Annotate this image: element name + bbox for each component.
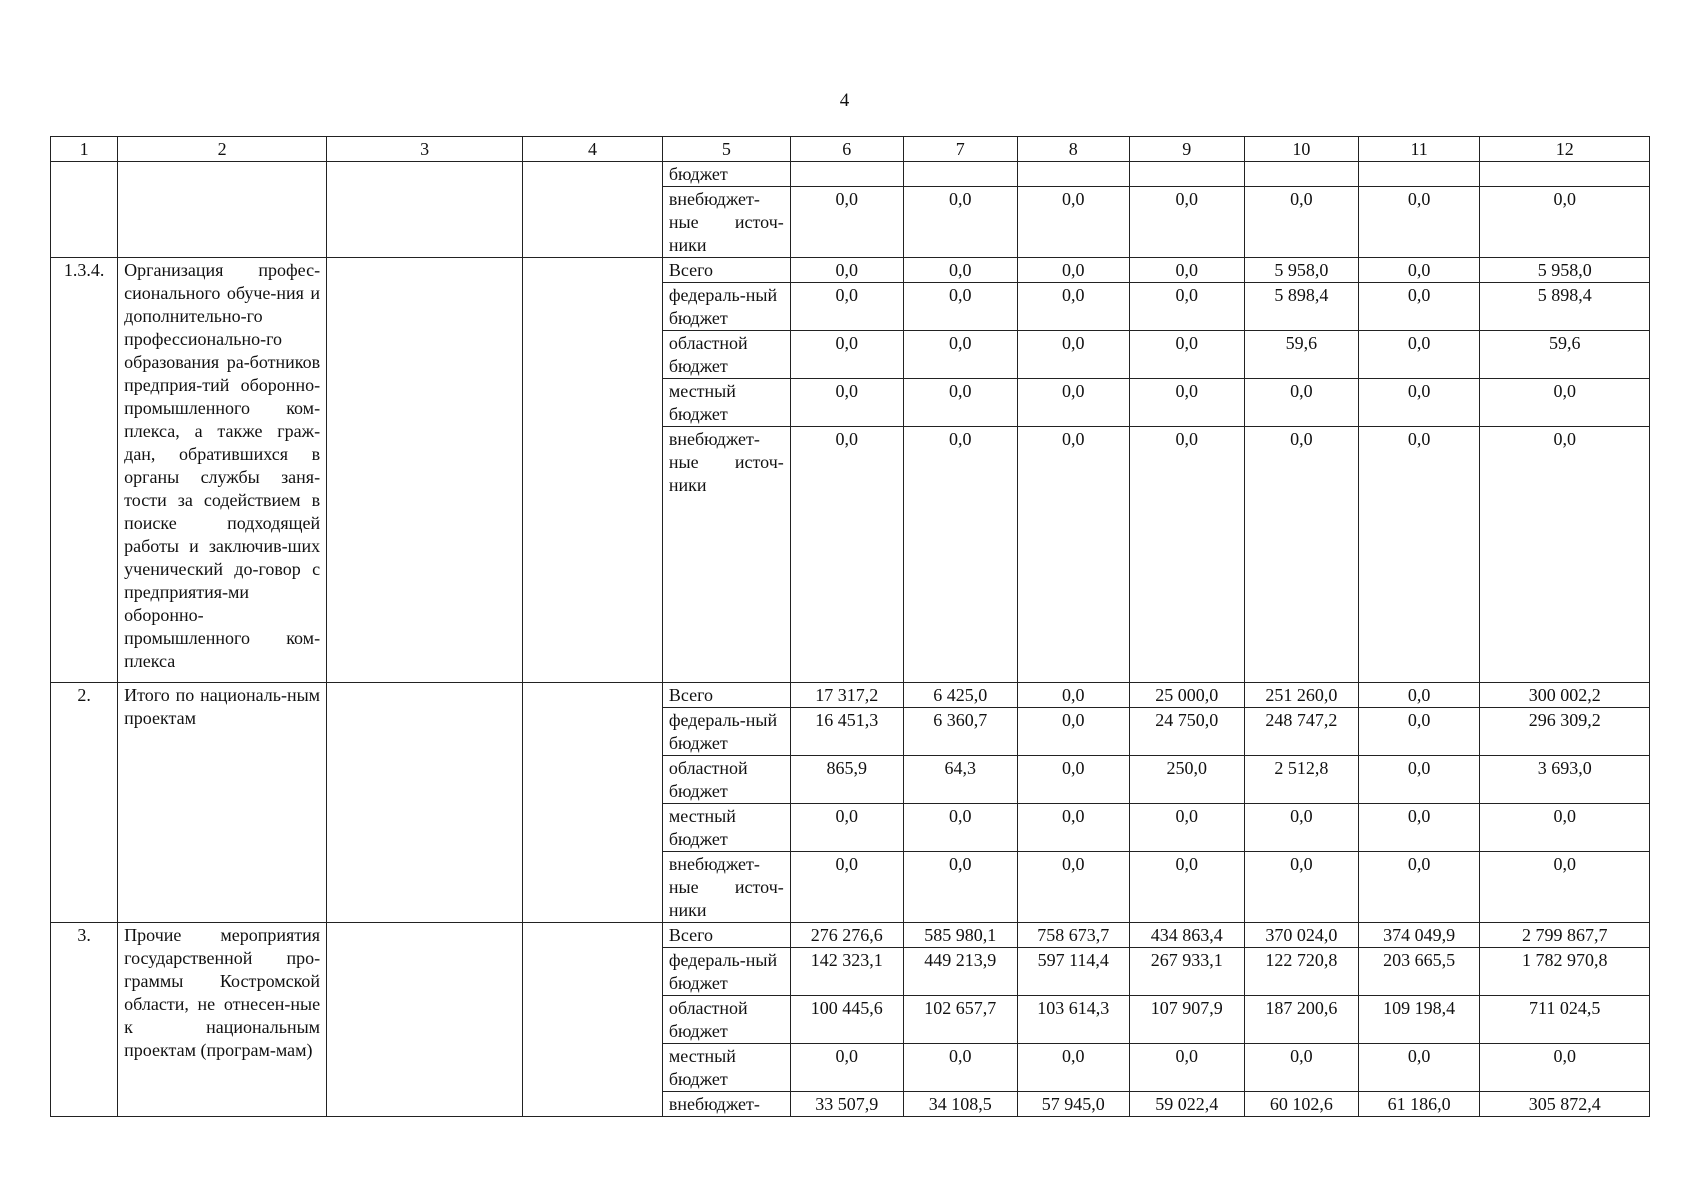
amount-cell: 434 863,4 <box>1129 923 1244 948</box>
amount-cell: 5 898,4 <box>1480 283 1650 331</box>
item-name: Итого по националь-ным проектам <box>118 683 327 923</box>
amount-cell: 0,0 <box>1358 708 1480 756</box>
amount-cell: 61 186,0 <box>1358 1092 1480 1117</box>
column-number: 9 <box>1129 137 1244 162</box>
amount-cell: 64,3 <box>903 756 1017 804</box>
amount-cell: 0,0 <box>1480 852 1650 923</box>
amount-cell: 865,9 <box>790 756 903 804</box>
amount-cell: 0,0 <box>790 283 903 331</box>
amount-cell: 59 022,4 <box>1129 1092 1244 1117</box>
column-number: 11 <box>1358 137 1480 162</box>
amount-cell <box>1129 162 1244 187</box>
amount-cell: 103 614,3 <box>1017 996 1129 1044</box>
amount-cell: 2 799 867,7 <box>1480 923 1650 948</box>
column-number: 1 <box>51 137 118 162</box>
funding-source: бюджет <box>662 162 790 187</box>
funding-source: внебюджет-ные источ-ники <box>662 187 790 258</box>
amount-cell: 24 750,0 <box>1129 708 1244 756</box>
amount-cell: 597 114,4 <box>1017 948 1129 996</box>
column-4-cell <box>523 923 663 1117</box>
amount-cell: 370 024,0 <box>1244 923 1358 948</box>
amount-cell: 122 720,8 <box>1244 948 1358 996</box>
amount-cell: 0,0 <box>1480 1044 1650 1092</box>
column-number: 5 <box>662 137 790 162</box>
item-number <box>51 162 118 258</box>
amount-cell: 34 108,5 <box>903 1092 1017 1117</box>
amount-cell <box>1358 162 1480 187</box>
amount-cell: 0,0 <box>1480 379 1650 427</box>
amount-cell: 0,0 <box>903 187 1017 258</box>
amount-cell: 0,0 <box>1358 852 1480 923</box>
funding-source: местный бюджет <box>662 804 790 852</box>
amount-cell: 187 200,6 <box>1244 996 1358 1044</box>
amount-cell: 0,0 <box>1129 283 1244 331</box>
amount-cell: 0,0 <box>1129 379 1244 427</box>
amount-cell: 0,0 <box>1017 187 1129 258</box>
funding-source: Всего <box>662 923 790 948</box>
amount-cell: 0,0 <box>790 804 903 852</box>
amount-cell: 17 317,2 <box>790 683 903 708</box>
amount-cell: 0,0 <box>1129 331 1244 379</box>
amount-cell: 2 512,8 <box>1244 756 1358 804</box>
funding-source: областной бюджет <box>662 996 790 1044</box>
amount-cell: 0,0 <box>1017 283 1129 331</box>
amount-cell: 296 309,2 <box>1480 708 1650 756</box>
amount-cell: 25 000,0 <box>1129 683 1244 708</box>
funding-source: федераль-ный бюджет <box>662 708 790 756</box>
budget-table <box>50 136 1650 1117</box>
item-number: 2. <box>51 683 118 923</box>
amount-cell: 5 958,0 <box>1480 258 1650 283</box>
amount-cell: 0,0 <box>1129 804 1244 852</box>
amount-cell: 0,0 <box>903 258 1017 283</box>
amount-cell: 0,0 <box>1244 379 1358 427</box>
amount-cell: 758 673,7 <box>1017 923 1129 948</box>
amount-cell: 0,0 <box>1017 1044 1129 1092</box>
column-number: 3 <box>327 137 523 162</box>
column-3-cell <box>327 683 523 923</box>
column-3-cell <box>327 923 523 1117</box>
column-number: 2 <box>118 137 327 162</box>
funding-source: местный бюджет <box>662 1044 790 1092</box>
amount-cell: 0,0 <box>1358 379 1480 427</box>
column-number: 8 <box>1017 137 1129 162</box>
table-row <box>51 162 1650 187</box>
amount-cell: 0,0 <box>1129 258 1244 283</box>
amount-cell: 0,0 <box>790 187 903 258</box>
amount-cell: 5 898,4 <box>1244 283 1358 331</box>
column-3-cell <box>327 162 523 258</box>
column-4-cell <box>523 683 663 923</box>
funding-source: Всего <box>662 683 790 708</box>
amount-cell: 0,0 <box>1358 187 1480 258</box>
amount-cell <box>1244 162 1358 187</box>
column-number: 12 <box>1480 137 1650 162</box>
amount-cell: 6 360,7 <box>903 708 1017 756</box>
funding-source: федераль-ный бюджет <box>662 948 790 996</box>
amount-cell: 3 693,0 <box>1480 756 1650 804</box>
amount-cell: 0,0 <box>1358 1044 1480 1092</box>
amount-cell: 276 276,6 <box>790 923 903 948</box>
amount-cell: 142 323,1 <box>790 948 903 996</box>
amount-cell: 585 980,1 <box>903 923 1017 948</box>
amount-cell: 59,6 <box>1480 331 1650 379</box>
amount-cell: 0,0 <box>1244 852 1358 923</box>
amount-cell: 0,0 <box>790 427 903 683</box>
amount-cell: 0,0 <box>1129 187 1244 258</box>
column-number: 6 <box>790 137 903 162</box>
amount-cell: 0,0 <box>1358 283 1480 331</box>
amount-cell: 248 747,2 <box>1244 708 1358 756</box>
amount-cell: 0,0 <box>1358 683 1480 708</box>
amount-cell: 6 425,0 <box>903 683 1017 708</box>
amount-cell: 1 782 970,8 <box>1480 948 1650 996</box>
amount-cell: 300 002,2 <box>1480 683 1650 708</box>
amount-cell: 57 945,0 <box>1017 1092 1129 1117</box>
amount-cell: 0,0 <box>790 1044 903 1092</box>
amount-cell: 0,0 <box>903 852 1017 923</box>
table-row <box>51 683 1650 708</box>
amount-cell: 0,0 <box>1358 804 1480 852</box>
amount-cell: 0,0 <box>1480 804 1650 852</box>
amount-cell: 0,0 <box>1358 331 1480 379</box>
column-4-cell <box>523 258 663 683</box>
amount-cell: 0,0 <box>903 283 1017 331</box>
amount-cell: 449 213,9 <box>903 948 1017 996</box>
amount-cell: 0,0 <box>1017 331 1129 379</box>
amount-cell: 102 657,7 <box>903 996 1017 1044</box>
amount-cell: 203 665,5 <box>1358 948 1480 996</box>
amount-cell <box>903 162 1017 187</box>
amount-cell: 109 198,4 <box>1358 996 1480 1044</box>
amount-cell: 33 507,9 <box>790 1092 903 1117</box>
funding-source: внебюджет-ные источ-ники <box>662 427 790 683</box>
item-number: 1.3.4. <box>51 258 118 683</box>
item-name <box>118 162 327 258</box>
item-name: Организация профес-сионального обуче-ния и дополнительно-го профессионально-го образования ра-ботников предприя-тий оборонно-промышленного ком-плекса, а также граж-дан, обратившихся в органы службы заня-тости за содействием в поиске подходящей работы и заключив-ших ученический до-говор с предприятия-ми оборонно-промышленного ком-плекса <box>118 258 327 683</box>
amount-cell: 711 024,5 <box>1480 996 1650 1044</box>
amount-cell <box>790 162 903 187</box>
column-number-header-row <box>51 137 1650 162</box>
funding-source: областной бюджет <box>662 756 790 804</box>
amount-cell: 251 260,0 <box>1244 683 1358 708</box>
amount-cell: 0,0 <box>1244 427 1358 683</box>
amount-cell: 0,0 <box>903 379 1017 427</box>
amount-cell: 60 102,6 <box>1244 1092 1358 1117</box>
amount-cell: 305 872,4 <box>1480 1092 1650 1117</box>
amount-cell: 0,0 <box>1358 756 1480 804</box>
amount-cell: 0,0 <box>1129 852 1244 923</box>
column-number: 10 <box>1244 137 1358 162</box>
funding-source: федераль-ный бюджет <box>662 283 790 331</box>
column-number: 4 <box>523 137 663 162</box>
column-4-cell <box>523 162 663 258</box>
amount-cell: 0,0 <box>903 804 1017 852</box>
amount-cell: 374 049,9 <box>1358 923 1480 948</box>
column-3-cell <box>327 258 523 683</box>
amount-cell: 5 958,0 <box>1244 258 1358 283</box>
amount-cell: 0,0 <box>1017 258 1129 283</box>
amount-cell: 59,6 <box>1244 331 1358 379</box>
table-row <box>51 258 1650 283</box>
funding-source: местный бюджет <box>662 379 790 427</box>
amount-cell: 0,0 <box>790 258 903 283</box>
amount-cell: 0,0 <box>1480 427 1650 683</box>
item-number: 3. <box>51 923 118 1117</box>
amount-cell: 16 451,3 <box>790 708 903 756</box>
item-name: Прочие мероприятия государственной про-граммы Костромской области, не отнесен-ные к национальным проектам (програм-мам) <box>118 923 327 1117</box>
funding-source: внебюджет-ные источ-ники <box>662 852 790 923</box>
amount-cell <box>1017 162 1129 187</box>
amount-cell: 0,0 <box>1017 804 1129 852</box>
amount-cell: 0,0 <box>790 852 903 923</box>
table-row <box>51 923 1650 948</box>
amount-cell: 107 907,9 <box>1129 996 1244 1044</box>
column-number: 7 <box>903 137 1017 162</box>
amount-cell: 0,0 <box>1129 427 1244 683</box>
page-number: 4 <box>839 90 850 111</box>
amount-cell: 0,0 <box>1017 427 1129 683</box>
amount-cell: 0,0 <box>1017 756 1129 804</box>
budget-table-body <box>51 137 1650 1117</box>
funding-source: областной бюджет <box>662 331 790 379</box>
amount-cell: 0,0 <box>1129 1044 1244 1092</box>
amount-cell: 0,0 <box>1017 708 1129 756</box>
amount-cell: 0,0 <box>903 427 1017 683</box>
amount-cell <box>1480 162 1650 187</box>
amount-cell: 0,0 <box>1480 187 1650 258</box>
amount-cell: 250,0 <box>1129 756 1244 804</box>
amount-cell: 267 933,1 <box>1129 948 1244 996</box>
amount-cell: 0,0 <box>1017 379 1129 427</box>
amount-cell: 0,0 <box>1017 683 1129 708</box>
amount-cell: 0,0 <box>1244 804 1358 852</box>
funding-source: внебюджет- <box>662 1092 790 1117</box>
amount-cell: 0,0 <box>790 379 903 427</box>
amount-cell: 0,0 <box>903 331 1017 379</box>
amount-cell: 0,0 <box>790 331 903 379</box>
amount-cell: 100 445,6 <box>790 996 903 1044</box>
amount-cell: 0,0 <box>1244 1044 1358 1092</box>
amount-cell: 0,0 <box>1017 852 1129 923</box>
amount-cell: 0,0 <box>1244 187 1358 258</box>
amount-cell: 0,0 <box>1358 427 1480 683</box>
amount-cell: 0,0 <box>1358 258 1480 283</box>
amount-cell: 0,0 <box>903 1044 1017 1092</box>
funding-source: Всего <box>662 258 790 283</box>
